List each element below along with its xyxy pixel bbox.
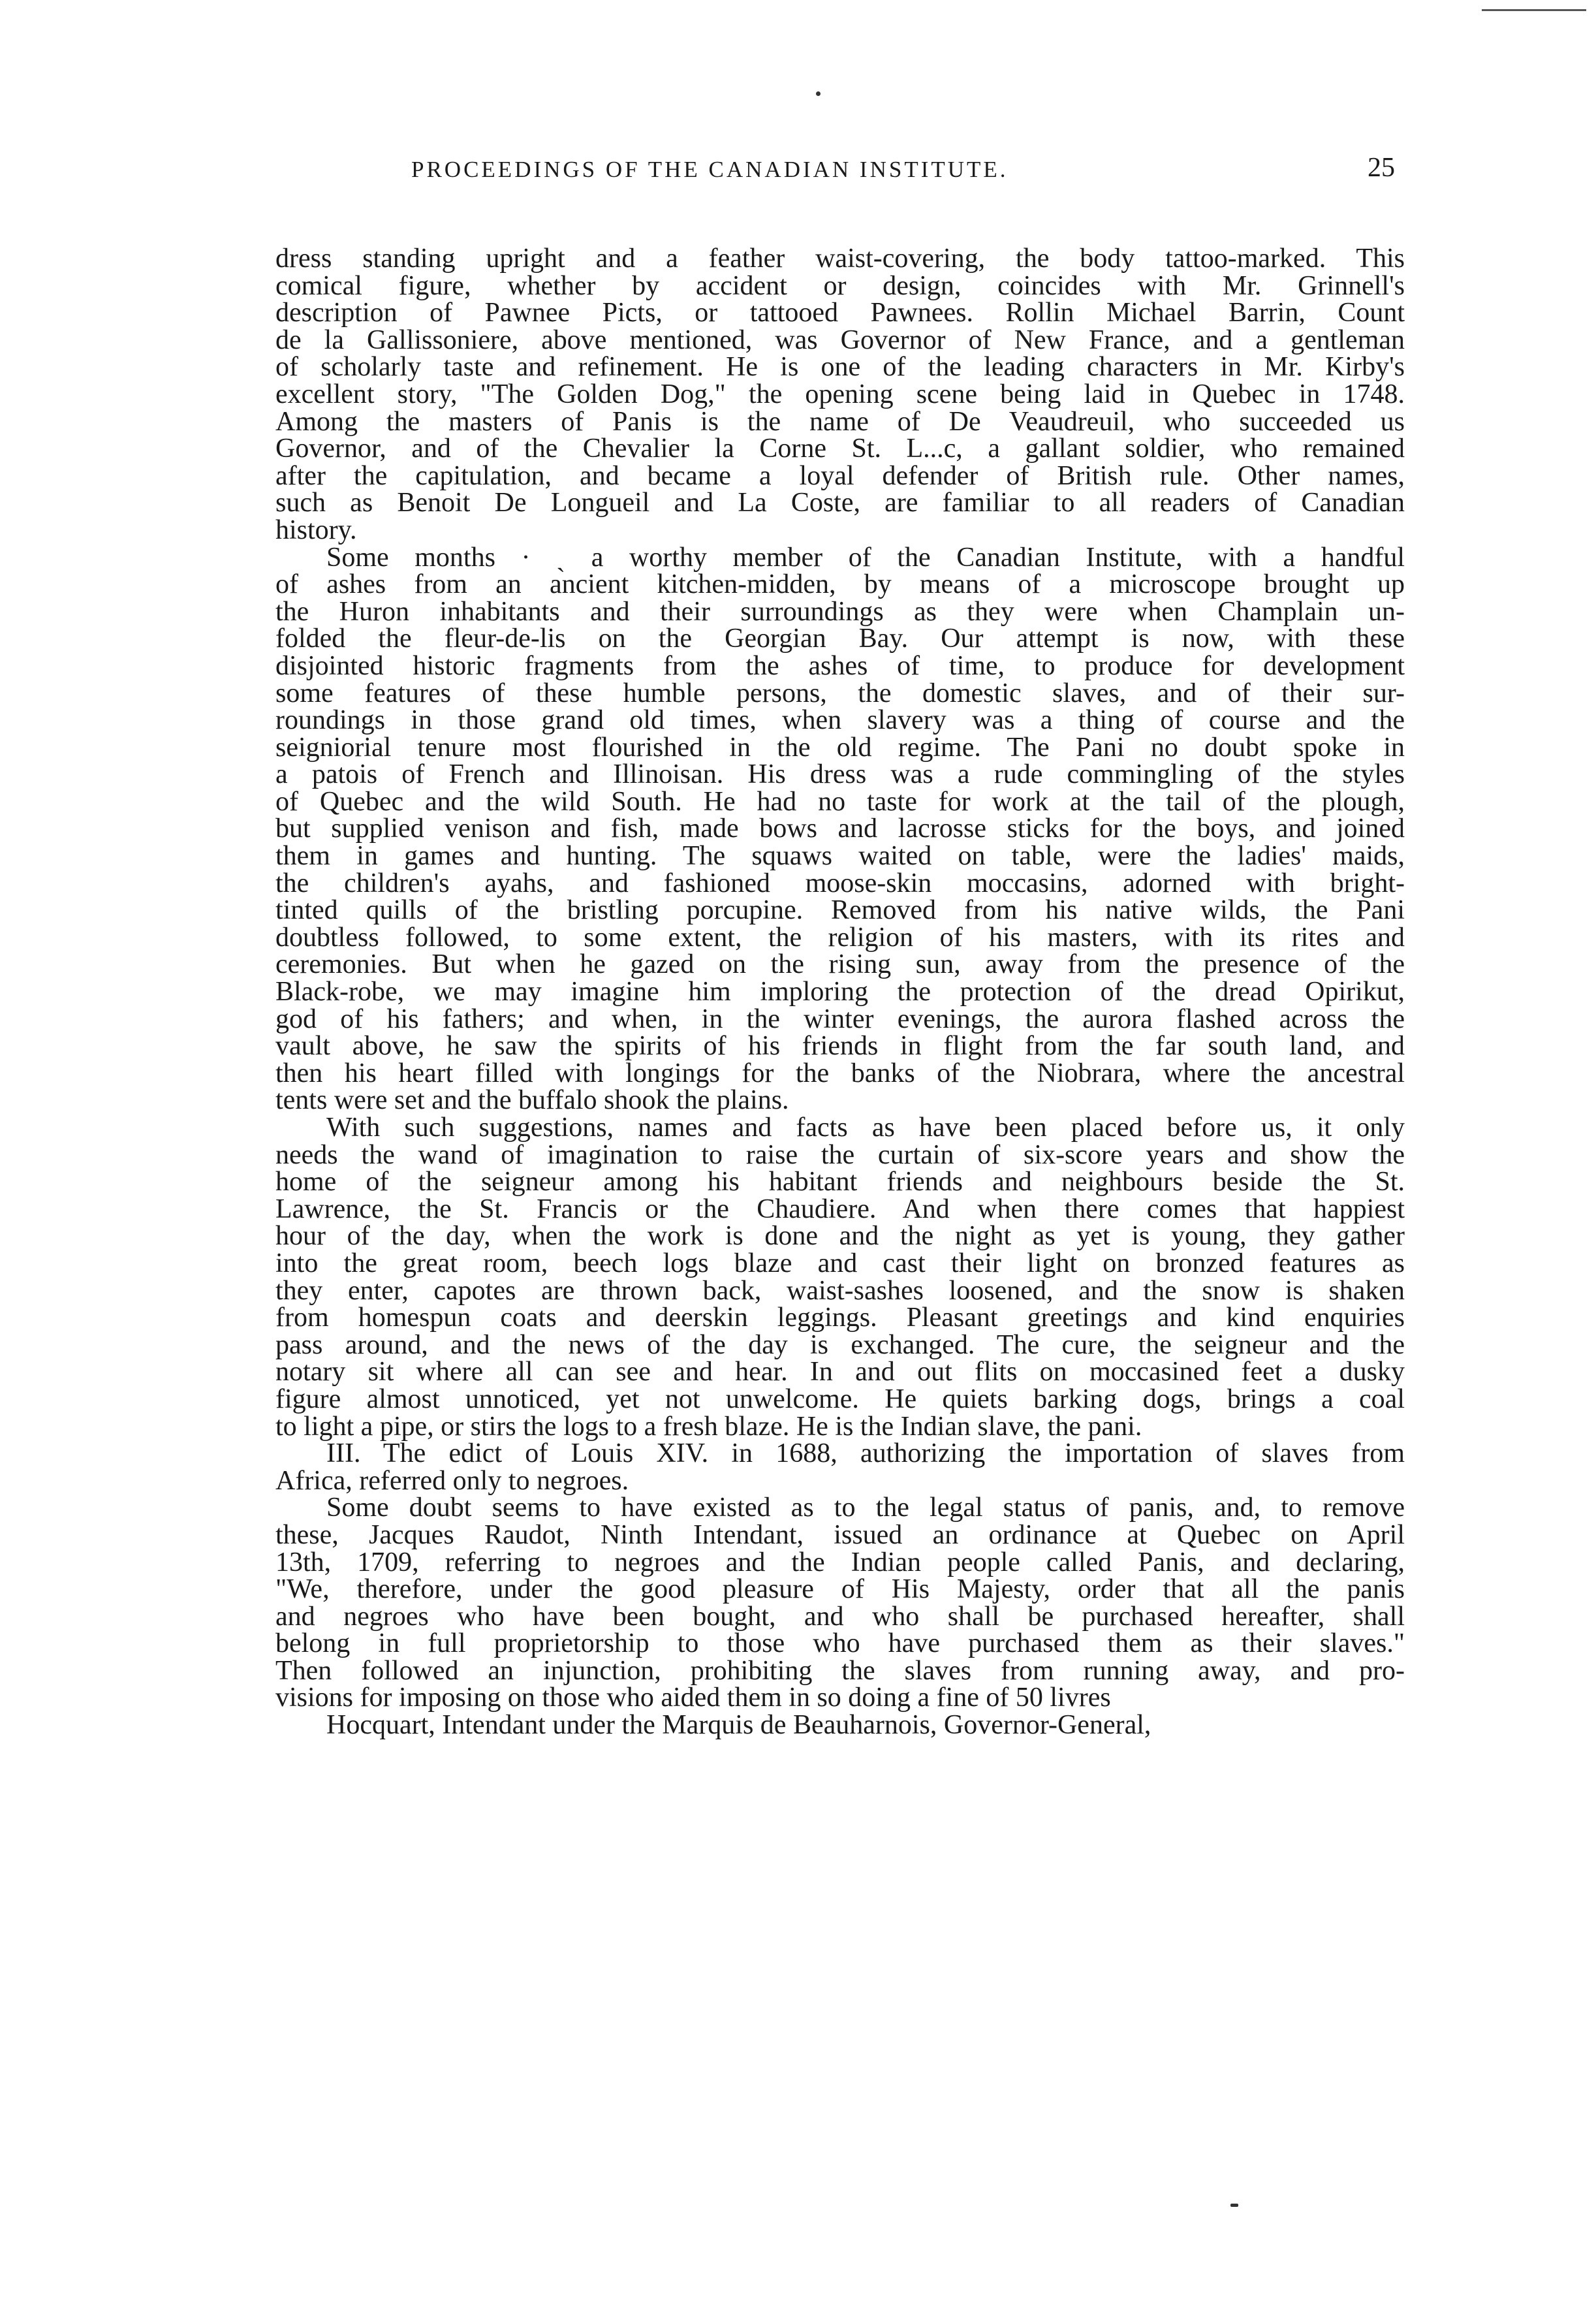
text-line: Black-robe, we may imagine him imploring the protection of the dread Opirikut,	[275, 977, 1405, 1007]
text-line: description of Pawnee Picts, or tattooed Pawnees. Rollin Michael Barrin, Count	[275, 298, 1405, 328]
text-line: the Huron inhabitants and their surroundings as they were when Champlain un-	[275, 596, 1405, 627]
text-line: pass around, and the news of the day is exchanged. The cure, the seigneur and the	[275, 1329, 1405, 1360]
text-line: disjointed historic fragments from the ashes of time, to produce for development	[275, 650, 1405, 681]
text-line: of ashes from an ancient kitchen-midden, by means of a microscope brought up	[275, 569, 1405, 600]
text-line: dress standing upright and a feather waist-covering, the body tattoo-marked. This	[275, 244, 1405, 274]
text-line: the children's ayahs, and fashioned moose-skin moccasins, adorned with bright-	[275, 868, 1405, 898]
text-line: to light a pipe, or stirs the logs to a fresh blaze. He is the Indian slave, the pani.	[275, 1411, 1142, 1442]
text-line: Lawrence, the St. Francis or the Chaudiere. And when there comes that happiest	[275, 1194, 1405, 1224]
text-line: excellent story, "The Golden Dog," the opening scene being laid in Quebec in 1748.	[275, 379, 1405, 409]
text-line: notary sit where all can see and hear. In and out flits on moccasined feet a dusky	[275, 1357, 1405, 1387]
text-line: such as Benoit De Longueil and La Coste, are familiar to all readers of Canadian	[275, 488, 1405, 518]
paragraph	[275, 245, 1405, 545]
ink-speck	[1230, 2204, 1238, 2207]
text-line: With such suggestions, names and facts as have been placed before us, it only	[326, 1113, 1405, 1143]
text-line: god of his fathers; and when, in the winter evenings, the aurora flashed across the	[275, 1004, 1405, 1034]
text-line: and negroes who have been bought, and who shall be purchased hereafter, shall	[275, 1601, 1405, 1632]
paragraph	[275, 1495, 1405, 1712]
paragraph	[275, 542, 1405, 1116]
text-line: hour of the day, when the work is done and the night as yet is young, they gather	[275, 1221, 1405, 1252]
running-head: PROCEEDINGS OF THE CANADIAN INSTITUTE.	[411, 157, 1009, 182]
text-line: these, Jacques Raudot, Ninth Intendant, issued an ordinance at Quebec on April	[275, 1519, 1405, 1550]
text-line: figure almost unnoticed, yet not unwelcome. He quiets barking dogs, brings a coal	[275, 1384, 1405, 1414]
text-line: doubtless followed, to some extent, the religion of his masters, with its rites and	[275, 922, 1405, 953]
text-line: Among the masters of Panis is the name of De Veaudreuil, who succeeded us	[275, 406, 1405, 437]
text-line: some features of these humble persons, the domestic slaves, and of their sur-	[275, 678, 1405, 708]
text-line: Africa, referred only to negroes.	[275, 1465, 629, 1496]
text-line: from homespun coats and deerskin leggings. Pleasant greetings and kind enquiries	[275, 1303, 1405, 1333]
text-line: of scholarly taste and refinement. He is one of the leading characters in Mr. Kirby's	[275, 352, 1405, 383]
text-line: but supplied venison and fish, made bows and lacrosse sticks for the boys, and joined	[275, 814, 1405, 844]
text-line: needs the wand of imagination to raise the curtain of six-score years and show the	[275, 1139, 1405, 1170]
text-line: then his heart filled with longings for the banks of the Niobrara, where the ancestral	[275, 1058, 1405, 1088]
ink-speck	[816, 91, 821, 96]
text-line: visions for imposing on those who aided them in so doing a fine of 50 livres	[275, 1683, 1111, 1713]
text-line: them in games and hunting. The squaws waited on table, were the ladies' maids,	[275, 841, 1405, 872]
text-line: roundings in those grand old times, when slavery was a thing of course and the	[275, 705, 1405, 736]
body-text	[275, 245, 1405, 1739]
text-line: Governor, and of the Chevalier la Corne St. L...c, a gallant soldier, who remained	[275, 434, 1405, 464]
text-line: 13th, 1709, referring to negroes and the Indian people called Panis, and declaring,	[275, 1547, 1405, 1577]
text-line: home of the seigneur among his habitant friends and neighbours beside the St.	[275, 1167, 1405, 1197]
text-line: "We, therefore, under the good pleasure of His Majesty, order that all the panis	[275, 1574, 1405, 1605]
text-line: vault above, he saw the spirits of his friends in flight from the far south land, and	[275, 1031, 1405, 1062]
paragraph	[275, 1115, 1405, 1440]
paragraph	[275, 1712, 1405, 1739]
text-line: folded the fleur-de-lis on the Georgian Bay. Our attempt is now, with these	[275, 624, 1405, 654]
text-line: seigniorial tenure most flourished in the old regime. The Pani no doubt spoke in	[275, 732, 1405, 763]
text-line: into the great room, beech logs blaze and cast their light on bronzed features as	[275, 1248, 1405, 1278]
text-line: of Quebec and the wild South. He had no taste for work at the tail of the plough,	[275, 786, 1405, 817]
text-line: belong in full proprietorship to those who have purchased them as their slaves."	[275, 1628, 1405, 1659]
text-line: after the capitulation, and became a loyal defender of British rule. Other names,	[275, 460, 1405, 491]
text-line: tinted quills of the bristling porcupine. Removed from his native wilds, the Pani	[275, 895, 1405, 926]
text-line: they enter, capotes are thrown back, waist-sashes loosened, and the snow is shaken	[275, 1275, 1405, 1306]
text-line: Then followed an injunction, prohibiting the slaves from running away, and pro-	[275, 1655, 1405, 1686]
top-edge-rule	[1482, 9, 1586, 11]
text-line: de la Gallissoniere, above mentioned, was Governor of New France, and a gentleman	[275, 325, 1405, 355]
paragraph	[275, 1440, 1405, 1495]
text-line: Hocquart, Intendant under the Marquis de Beauharnois, Governor-General,	[326, 1710, 1151, 1741]
text-line: Some doubt seems to have existed as to the legal status of panis, and, to remove	[326, 1493, 1405, 1523]
text-line: history.	[275, 515, 357, 545]
text-line: III. The edict of Louis XIV. in 1688, authorizing the importation of slaves from	[326, 1438, 1405, 1469]
page-number: 25	[1368, 153, 1395, 183]
text-line: a patois of French and Illinoisan. His dress was a rude commingling of the styles	[275, 759, 1405, 790]
text-line: ceremonies. But when he gazed on the rising sun, away from the presence of the	[275, 949, 1405, 980]
text-line: tents were set and the buffalo shook the plains.	[275, 1085, 789, 1116]
text-line: Some months · ˏ a worthy member of the Canadian Institute, with a handful	[326, 542, 1405, 573]
text-line: comical figure, whether by accident or design, coincides with Mr. Grinnell's	[275, 270, 1405, 301]
